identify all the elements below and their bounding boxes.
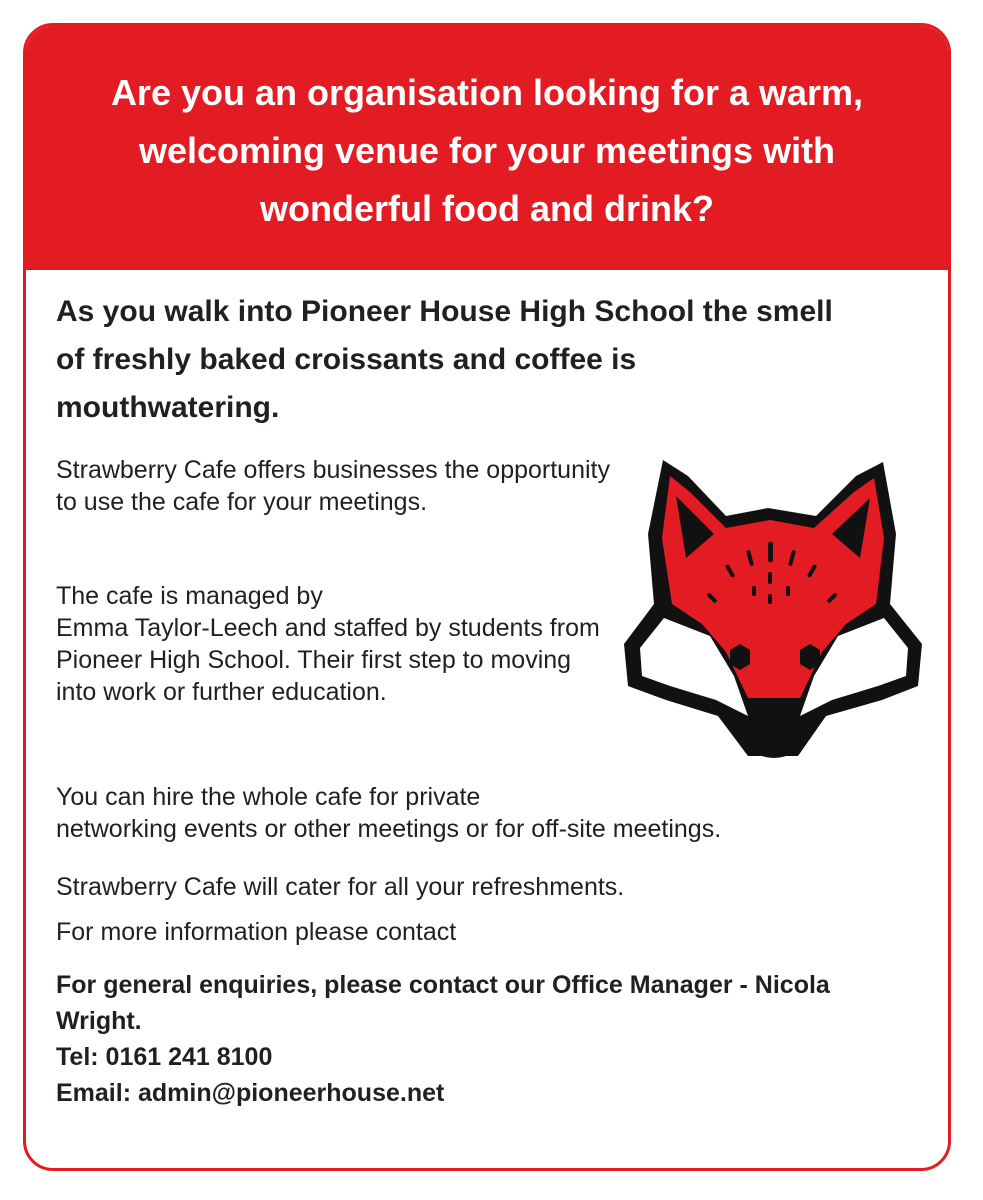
paragraph-hire — [56, 781, 936, 845]
header-banner — [26, 26, 948, 270]
hire-line-2: networking events or other meetings or for off-site meetings. — [56, 815, 722, 843]
paragraph-offer: Strawberry Cafe offers businesses the opportunity to use the cafe for your meetings. — [56, 456, 610, 516]
telephone-text[interactable]: Tel: 0161 241 8100 — [56, 1043, 273, 1071]
hire-line-1: You can hire the whole cafe for private — [56, 783, 481, 811]
banner-heading: Are you an organisation looking for a warm, welcoming venue for your meetings with wonderful food and drink? — [110, 72, 864, 229]
management-line-2: Emma Taylor-Leech and staffed by students from Pioneer High School. Their first step to moving into work or further education. — [56, 614, 600, 706]
management-line-1: The cafe is managed by — [56, 582, 323, 610]
fox-head-icon — [618, 454, 930, 764]
paragraph-contact-prompt: For more information please contact — [56, 918, 457, 946]
contact-block — [56, 967, 916, 1111]
paragraph-management — [56, 580, 616, 708]
intro-paragraph: As you walk into Pioneer House High School the smell of freshly baked croissants and coffee is mouthwatering. — [56, 295, 833, 424]
fox-nose — [748, 722, 800, 758]
enquiries-text: For general enquiries, please contact our Office Manager - Nicola Wright. — [56, 971, 830, 1035]
email-text[interactable]: Email: admin@pioneerhouse.net — [56, 1079, 445, 1107]
info-card — [23, 23, 951, 1171]
paragraph-refreshments: Strawberry Cafe will cater for all your refreshments. — [56, 873, 625, 901]
